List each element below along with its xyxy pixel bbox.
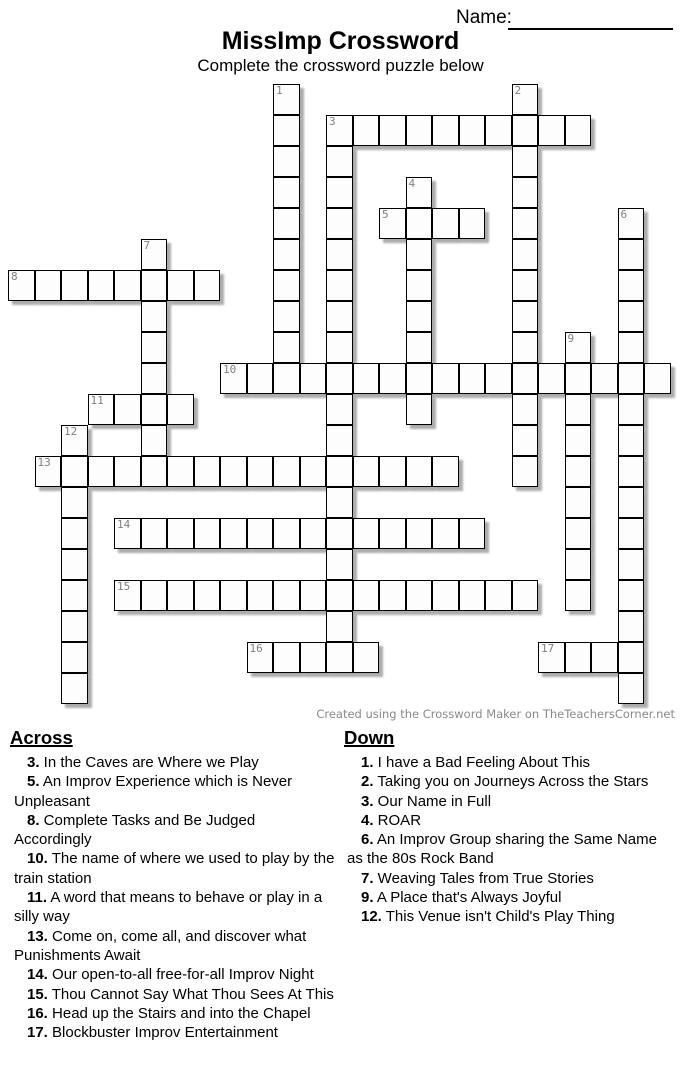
clue-item (14, 772, 336, 811)
clue-item (347, 869, 670, 888)
clue-item (14, 888, 336, 927)
across-clues-section (10, 727, 342, 1042)
clue-item (14, 1004, 336, 1023)
grid-cell[interactable] (141, 394, 168, 425)
page-title: MissImp Crossword (221, 27, 460, 55)
grid-cell[interactable] (326, 642, 353, 673)
clue-number: 12. (361, 908, 382, 926)
grid-cell[interactable] (220, 363, 247, 394)
grid-cell[interactable] (512, 363, 539, 394)
clue-number: 11. (27, 889, 48, 907)
grid-cell[interactable] (167, 580, 194, 611)
grid-cell[interactable] (247, 642, 274, 673)
grid-cell[interactable] (512, 394, 539, 425)
down-clue-list (344, 753, 670, 927)
clue-text: An Improv Experience which is Never Unpleasant (14, 773, 293, 810)
grid-cell[interactable] (273, 301, 300, 332)
grid-cell[interactable] (300, 642, 327, 673)
grid-cell[interactable] (273, 177, 300, 208)
grid-cell[interactable] (538, 642, 565, 673)
grid-cell[interactable] (406, 177, 433, 208)
grid-cell[interactable] (618, 549, 645, 580)
grid-cell[interactable] (565, 425, 592, 456)
grid-cell[interactable] (326, 332, 353, 363)
grid-cell[interactable] (273, 239, 300, 270)
cell-number: 8 (11, 270, 18, 283)
grid-cell[interactable] (406, 518, 433, 549)
grid-cell[interactable] (247, 456, 274, 487)
grid-cell[interactable] (35, 270, 62, 301)
clue-number: 5. (27, 773, 40, 791)
grid-cell[interactable] (512, 425, 539, 456)
grid-cell[interactable] (565, 394, 592, 425)
grid-cell[interactable] (565, 456, 592, 487)
grid-cell[interactable] (273, 518, 300, 549)
grid-cell[interactable] (618, 611, 645, 642)
clue-text: Complete Tasks and Be Judged Accordingly (14, 811, 256, 849)
cell-number: 5 (382, 208, 389, 221)
cell-number: 12 (64, 425, 78, 438)
cell-number: 4 (408, 177, 416, 190)
grid-cell[interactable] (141, 270, 168, 301)
grid-cell[interactable] (406, 332, 433, 363)
grid-cell[interactable] (88, 456, 115, 487)
grid-cell[interactable] (512, 332, 539, 363)
grid-cell[interactable] (114, 518, 141, 549)
grid-cell[interactable] (459, 208, 486, 239)
grid-cell[interactable] (512, 301, 539, 332)
clue-item (14, 811, 336, 850)
clue-text: Taking you on Journeys Across the Stars (373, 773, 649, 791)
clue-item (347, 792, 670, 811)
grid-cell[interactable] (141, 239, 168, 270)
grid-cell[interactable] (459, 115, 486, 146)
grid-cell[interactable] (8, 270, 35, 301)
clue-number: 3. (361, 792, 374, 810)
grid-cell[interactable] (194, 518, 221, 549)
cell-number: 2 (514, 84, 522, 97)
grid-cell[interactable] (273, 208, 300, 239)
grid-cell[interactable] (353, 518, 380, 549)
clue-text: A Place that's Always Joyful (373, 889, 562, 907)
grid-cell[interactable] (379, 456, 406, 487)
grid-cell[interactable] (432, 115, 459, 146)
grid-cell[interactable] (194, 456, 221, 487)
grid-cell[interactable] (141, 456, 168, 487)
grid-cell[interactable] (512, 115, 539, 146)
clue-number: 13. (27, 927, 48, 945)
grid-cell[interactable] (538, 363, 565, 394)
grid-cell[interactable] (273, 84, 300, 115)
grid-cell[interactable] (618, 270, 645, 301)
grid-cell[interactable] (273, 580, 300, 611)
grid-cell[interactable] (406, 270, 433, 301)
grid-cell[interactable] (512, 146, 539, 177)
clue-number: 17. (27, 1024, 48, 1042)
grid-cell[interactable] (35, 456, 62, 487)
grid-cell[interactable] (591, 642, 618, 673)
grid-cell[interactable] (326, 549, 353, 580)
grid-cell[interactable] (61, 642, 88, 673)
grid-cell[interactable] (194, 580, 221, 611)
clue-number: 10. (27, 850, 48, 868)
grid-cell[interactable] (220, 580, 247, 611)
cell-number: 16 (249, 642, 263, 655)
grid-cell[interactable] (538, 115, 565, 146)
grid-cell[interactable] (565, 363, 592, 394)
cell-number: 14 (117, 518, 131, 531)
clue-text: Thou Cannot Say What Thou Sees At This (47, 985, 334, 1003)
cell-number: 11 (90, 394, 104, 407)
grid-cell[interactable] (61, 270, 88, 301)
clue-text: The name of where we used to play by the train station (14, 850, 335, 887)
grid-cell[interactable] (432, 363, 459, 394)
grid-cell[interactable] (273, 456, 300, 487)
across-clue-list (10, 753, 336, 1042)
grid-cell[interactable] (618, 363, 645, 394)
grid-cell[interactable] (61, 673, 88, 704)
grid-cell[interactable] (406, 394, 433, 425)
grid-cell[interactable] (141, 518, 168, 549)
cell-number: 10 (223, 363, 237, 376)
grid-cell[interactable] (618, 673, 645, 704)
grid-cell[interactable] (565, 487, 592, 518)
grid-cell[interactable] (565, 642, 592, 673)
grid-cell[interactable] (141, 301, 168, 332)
clue-item (347, 811, 670, 830)
cell-number: 3 (329, 115, 336, 128)
grid-cell[interactable] (114, 394, 141, 425)
clue-item (14, 927, 336, 966)
grid-cell[interactable] (379, 518, 406, 549)
grid-cell[interactable] (326, 239, 353, 270)
clue-text: Weaving Tales from True Stories (373, 869, 594, 887)
grid-cell[interactable] (194, 270, 221, 301)
grid-cell[interactable] (300, 580, 327, 611)
cell-number: 7 (143, 239, 151, 252)
clue-number: 7. (361, 869, 374, 887)
grid-cell[interactable] (406, 301, 433, 332)
grid-cell[interactable] (326, 208, 353, 239)
across-heading: Across (10, 727, 73, 748)
grid-cell[interactable] (459, 580, 486, 611)
grid-cell[interactable] (273, 270, 300, 301)
grid-cell[interactable] (220, 518, 247, 549)
grid-cell[interactable] (141, 363, 168, 394)
grid-cell[interactable] (326, 425, 353, 456)
grid-cell[interactable] (61, 580, 88, 611)
clue-number: 9. (361, 889, 374, 907)
grid-cell[interactable] (61, 487, 88, 518)
clue-number: 6. (361, 831, 374, 849)
clue-text: A word that means to behave or play in a silly way (14, 889, 323, 926)
grid-cell[interactable] (300, 363, 327, 394)
grid-cell[interactable] (512, 208, 539, 239)
cell-number: 13 (37, 456, 51, 469)
clue-item (347, 753, 670, 772)
grid-cell[interactable] (247, 580, 274, 611)
grid-cell[interactable] (459, 518, 486, 549)
grid-cell[interactable] (353, 580, 380, 611)
clue-text: An Improv Group sharing the Same Name as the 80s Rock Band (347, 831, 657, 868)
grid-cell[interactable] (326, 115, 353, 146)
clue-text: Blockbuster Improv Entertainment (47, 1024, 278, 1042)
grid-cell[interactable] (141, 332, 168, 363)
down-clues-section (344, 727, 679, 927)
name-label: Name: (456, 7, 512, 28)
grid-cell[interactable] (353, 456, 380, 487)
grid-cell[interactable] (353, 115, 380, 146)
grid-cell[interactable] (379, 580, 406, 611)
clue-item (347, 907, 670, 926)
grid-cell[interactable] (114, 580, 141, 611)
grid-cell[interactable] (141, 580, 168, 611)
grid-cell[interactable] (618, 332, 645, 363)
grid-cell[interactable] (565, 580, 592, 611)
grid-cell[interactable] (485, 115, 512, 146)
grid-cell[interactable] (379, 208, 406, 239)
down-heading: Down (344, 727, 395, 748)
grid-cell[interactable] (300, 518, 327, 549)
grid-cell[interactable] (618, 301, 645, 332)
grid-cell[interactable] (432, 518, 459, 549)
grid-cell[interactable] (485, 580, 512, 611)
grid-cell[interactable] (512, 270, 539, 301)
grid-cell[interactable] (565, 332, 592, 363)
grid-cell[interactable] (61, 518, 88, 549)
grid-cell[interactable] (326, 177, 353, 208)
grid-cell[interactable] (618, 580, 645, 611)
clue-number: 15. (27, 985, 48, 1003)
grid-cell[interactable] (61, 456, 88, 487)
grid-cell[interactable] (220, 456, 247, 487)
grid-cell[interactable] (432, 580, 459, 611)
grid-cell[interactable] (167, 394, 194, 425)
grid-cell[interactable] (406, 456, 433, 487)
grid-cell[interactable] (432, 208, 459, 239)
grid-cell[interactable] (565, 115, 592, 146)
grid-cell[interactable] (114, 456, 141, 487)
clue-number: 2. (361, 773, 374, 791)
grid-cell[interactable] (432, 456, 459, 487)
clue-number: 4. (361, 811, 374, 829)
cell-number: 15 (117, 580, 131, 593)
clue-item (14, 1023, 336, 1042)
grid-cell[interactable] (512, 456, 539, 487)
grid-cell[interactable] (326, 611, 353, 642)
grid-cell[interactable] (512, 580, 539, 611)
grid-cell[interactable] (273, 115, 300, 146)
clue-item (14, 753, 336, 772)
clue-text: ROAR (373, 811, 422, 829)
clue-item (14, 985, 336, 1004)
clue-text: Come on, come all, and discover what Punishments Await (14, 927, 307, 964)
grid-cell[interactable] (512, 84, 539, 115)
grid-cell[interactable] (326, 487, 353, 518)
grid-cell[interactable] (167, 456, 194, 487)
grid-cell[interactable] (326, 146, 353, 177)
grid-cell[interactable] (61, 549, 88, 580)
grid-cell[interactable] (273, 363, 300, 394)
grid-cell[interactable] (247, 518, 274, 549)
clue-item (347, 830, 670, 869)
grid-cell[interactable] (167, 518, 194, 549)
clue-text: Head up the Stairs and into the Chapel (47, 1004, 311, 1022)
grid-cell[interactable] (141, 425, 168, 456)
grid-cell[interactable] (326, 580, 353, 611)
grid-cell[interactable] (326, 394, 353, 425)
clue-number: 1. (361, 754, 374, 771)
grid-cell[interactable] (618, 642, 645, 673)
grid-cell[interactable] (326, 518, 353, 549)
grid-cell[interactable] (618, 487, 645, 518)
grid-cell[interactable] (326, 270, 353, 301)
grid-cell[interactable] (88, 270, 115, 301)
grid-cell[interactable] (406, 115, 433, 146)
grid-cell[interactable] (61, 425, 88, 456)
grid-cell[interactable] (326, 456, 353, 487)
cell-number: 6 (620, 208, 628, 221)
grid-cell[interactable] (273, 146, 300, 177)
clue-item (347, 888, 670, 907)
grid-cell[interactable] (406, 208, 433, 239)
clue-text: Our Name in Full (373, 792, 492, 810)
grid-cell[interactable] (326, 363, 353, 394)
grid-cell[interactable] (379, 115, 406, 146)
grid-cell[interactable] (114, 270, 141, 301)
clue-number: 3. (27, 754, 40, 771)
clue-item (14, 849, 336, 888)
grid-cell[interactable] (618, 425, 645, 456)
grid-cell[interactable] (353, 642, 380, 673)
grid-cell[interactable] (247, 363, 274, 394)
grid-cell[interactable] (565, 549, 592, 580)
clue-text: This Venue isn't Child's Play Thing (381, 908, 615, 926)
grid-cell[interactable] (618, 208, 645, 239)
clue-item (14, 965, 336, 984)
clue-text: In the Caves are Where we Play (39, 754, 259, 771)
grid-cell[interactable] (618, 394, 645, 425)
clue-text: Our open-to-all free-for-all Improv Night (47, 966, 314, 984)
grid-cell[interactable] (88, 394, 115, 425)
clue-number: 8. (27, 811, 40, 829)
page-subtitle: Complete the crossword puzzle below (197, 56, 484, 75)
grid-cell[interactable] (300, 456, 327, 487)
grid-cell[interactable] (618, 456, 645, 487)
cell-number: 17 (541, 642, 555, 655)
grid-cell[interactable] (406, 239, 433, 270)
grid-cell[interactable] (644, 363, 671, 394)
clue-number: 16. (27, 1004, 48, 1022)
grid-cell[interactable] (273, 332, 300, 363)
clue-text: I have a Bad Feeling About This (373, 754, 591, 771)
attribution-text: Created using the Crossword Maker on TheTeachersCorner.net (316, 707, 675, 721)
grid-cell[interactable] (61, 611, 88, 642)
grid-cell[interactable] (512, 239, 539, 270)
grid-cell[interactable] (273, 642, 300, 673)
grid-cell[interactable] (379, 363, 406, 394)
clue-item (347, 772, 670, 791)
clue-number: 14. (27, 966, 48, 984)
grid-cell[interactable] (512, 177, 539, 208)
grid-cell[interactable] (565, 518, 592, 549)
grid-cell[interactable] (353, 363, 380, 394)
grid-cell[interactable] (406, 580, 433, 611)
grid-cell[interactable] (618, 239, 645, 270)
grid-cell[interactable] (485, 363, 512, 394)
grid-cell[interactable] (459, 363, 486, 394)
grid-cell[interactable] (618, 518, 645, 549)
cell-number: 1 (276, 84, 283, 97)
grid-cell[interactable] (591, 363, 618, 394)
cell-number: 9 (567, 332, 575, 345)
grid-cell[interactable] (167, 270, 194, 301)
grid-cell[interactable] (326, 301, 353, 332)
grid-cell[interactable] (406, 363, 433, 394)
